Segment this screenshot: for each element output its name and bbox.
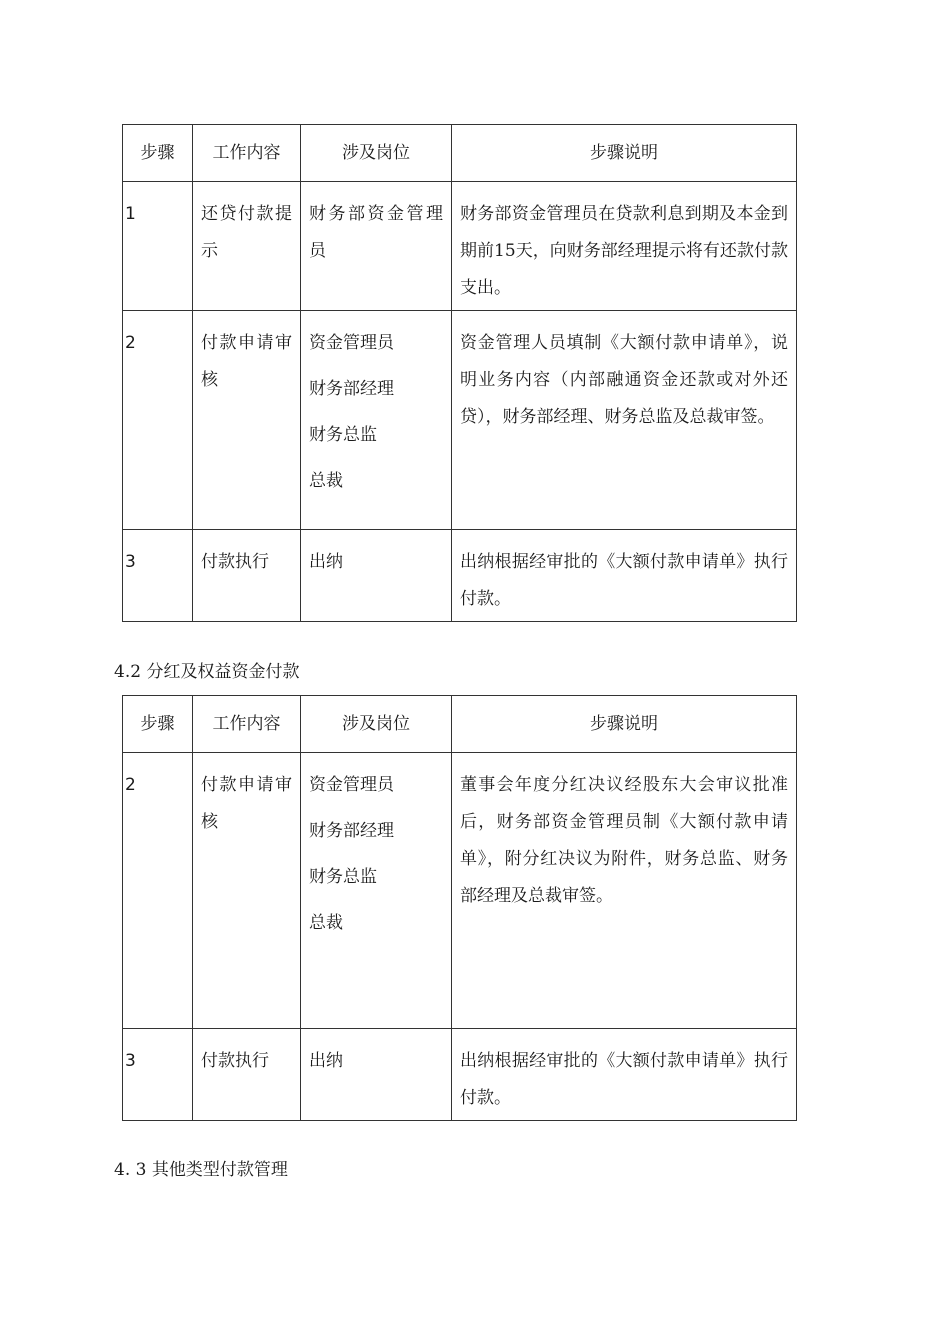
step-description: 董事会年度分红决议经股东大会审议批准后，财务部资金管理员制《大额付款申请单》，附分红决议为附件，财务总监、财务部经理及总裁审签。 <box>452 753 797 1029</box>
positions <box>301 182 452 311</box>
work-content: 付款申请审核 <box>193 311 301 530</box>
positions <box>301 753 452 1029</box>
section-heading-4-3: 4. 3 其他类型付款管理 <box>114 1160 288 1180</box>
table-row <box>123 530 797 622</box>
step-description: 出纳根据经审批的《大额付款申请单》执行付款。 <box>452 1029 797 1121</box>
table-row <box>123 182 797 311</box>
table-row <box>123 753 797 1029</box>
position: 出纳 <box>309 552 343 572</box>
header-positions: 涉及岗位 <box>301 696 452 753</box>
table-header-row <box>123 125 797 182</box>
step-number: 3 <box>123 530 193 622</box>
position: 财务总监 <box>309 867 377 887</box>
header-content: 工作内容 <box>193 696 301 753</box>
work-content: 付款执行 <box>193 530 301 622</box>
position: 财务总监 <box>309 425 377 445</box>
table-header-row <box>123 696 797 753</box>
position: 财务部经理 <box>309 821 394 841</box>
header-step: 步骤 <box>123 696 193 753</box>
positions <box>301 530 452 622</box>
step-number: 1 <box>123 182 193 311</box>
header-step: 步骤 <box>123 125 193 182</box>
section-heading-4-2: 4.2 分红及权益资金付款 <box>114 662 300 682</box>
positions <box>301 1029 452 1121</box>
step-description: 资金管理人员填制《大额付款申请单》，说明业务内容（内部融通资金还款或对外还贷），财务部经理、财务总监及总裁审签。 <box>452 311 797 530</box>
work-content: 付款申请审核 <box>193 753 301 1029</box>
position: 总裁 <box>309 471 343 491</box>
step-number: 3 <box>123 1029 193 1121</box>
payment-steps-table-2 <box>122 695 797 1121</box>
step-number: 2 <box>123 753 193 1029</box>
table-row <box>123 311 797 530</box>
position: 财务部经理 <box>309 379 394 399</box>
work-content: 还贷付款提示 <box>193 182 301 311</box>
position: 出纳 <box>309 1051 343 1071</box>
step-description: 财务部资金管理员在贷款利息到期及本金到期前15天，向财务部经理提示将有还款付款支出。 <box>452 182 797 311</box>
position: 财务部资金管理员 <box>309 204 443 261</box>
work-content: 付款执行 <box>193 1029 301 1121</box>
position: 资金管理员 <box>309 775 394 795</box>
position: 资金管理员 <box>309 333 394 353</box>
payment-steps-table-1 <box>122 124 797 622</box>
header-description: 步骤说明 <box>452 696 797 753</box>
header-content: 工作内容 <box>193 125 301 182</box>
table-row <box>123 1029 797 1121</box>
position: 总裁 <box>309 913 343 933</box>
step-description: 出纳根据经审批的《大额付款申请单》执行付款。 <box>452 530 797 622</box>
step-number: 2 <box>123 311 193 530</box>
header-positions: 涉及岗位 <box>301 125 452 182</box>
header-description: 步骤说明 <box>452 125 797 182</box>
positions <box>301 311 452 530</box>
